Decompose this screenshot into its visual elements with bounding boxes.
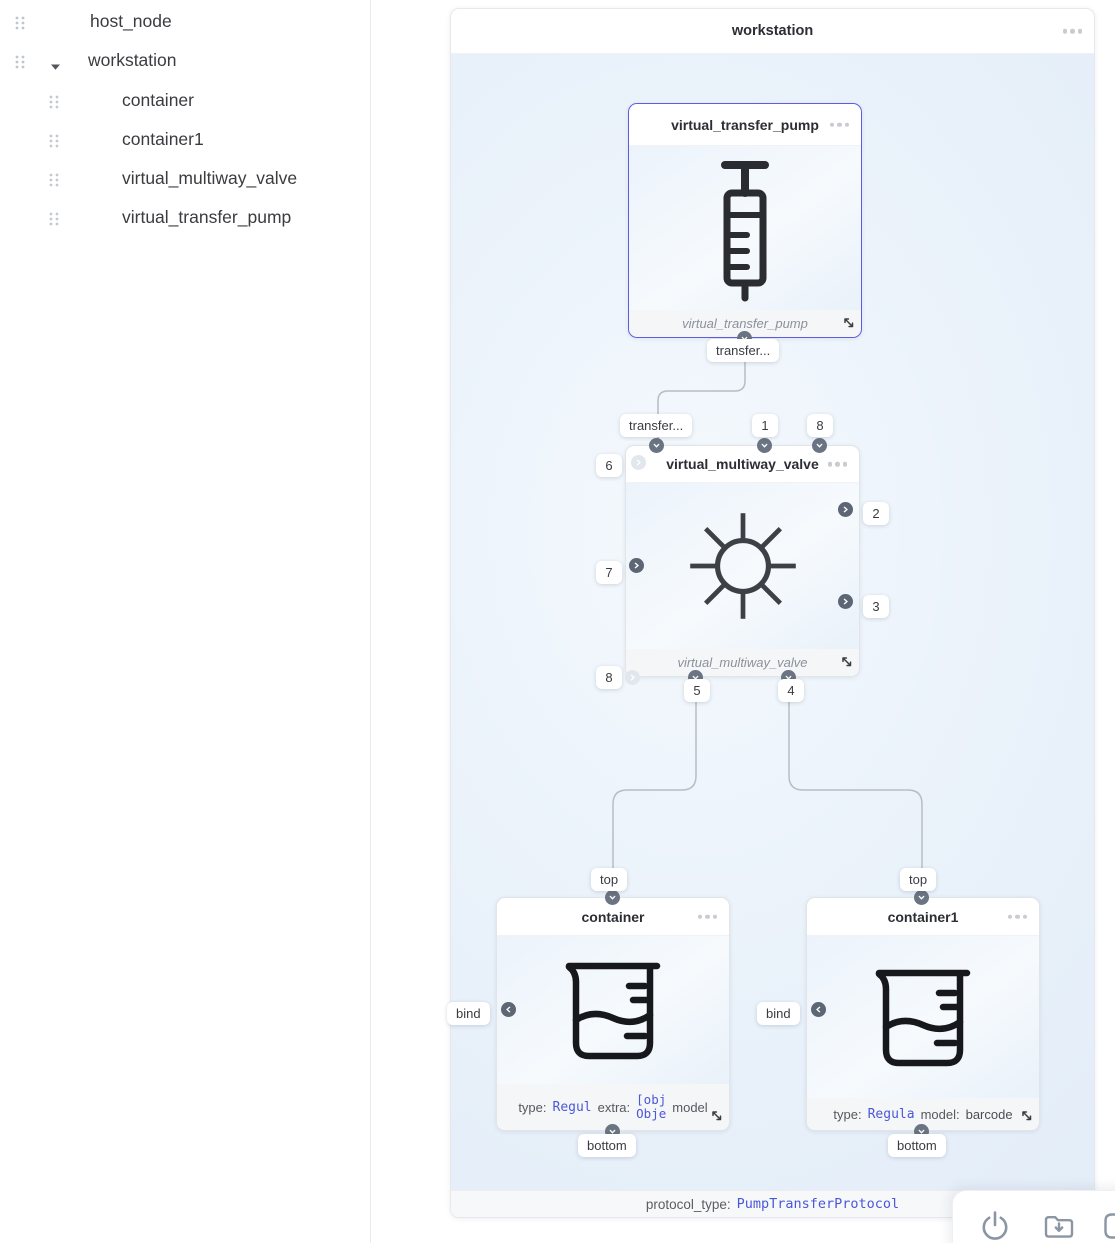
- prop-model-label: model:: [920, 1106, 960, 1122]
- resize-icon[interactable]: [710, 1109, 723, 1125]
- sidebar-item-host-node[interactable]: [0, 2, 370, 42]
- port-label-valve-6: 6: [596, 454, 622, 477]
- node-props: [807, 1107, 1039, 1122]
- port-handle-valve-8-bottom[interactable]: [625, 670, 640, 685]
- caret-down-icon[interactable]: [50, 58, 62, 66]
- port-label-valve-7: 7: [596, 561, 622, 584]
- drag-handle-icon[interactable]: [14, 54, 26, 70]
- prop-model-label: model: [672, 1099, 708, 1115]
- node-header[interactable]: [626, 446, 859, 483]
- prop-extra-value: [obj Obje: [636, 1093, 667, 1121]
- node-instance-name: virtual_transfer_pump: [682, 316, 808, 331]
- more-menu-icon[interactable]: [828, 462, 848, 467]
- node-body: [629, 146, 861, 310]
- node-instance-name: virtual_multiway_valve: [677, 655, 808, 670]
- node-title: virtual_multiway_valve: [666, 456, 819, 472]
- port-label-container-top: top: [591, 868, 627, 891]
- multiway-valve-icon: [677, 500, 809, 632]
- node-body: [807, 936, 1039, 1098]
- port-label-valve-1: 1: [752, 414, 778, 437]
- port-label-container1-bottom: bottom: [888, 1134, 946, 1157]
- protocol-type-value: PumpTransferProtocol: [736, 1196, 900, 1212]
- workstation-title: workstation: [731, 23, 814, 39]
- sidebar-item-virtual-transfer-pump[interactable]: [0, 198, 370, 238]
- port-handle-valve-1[interactable]: [757, 438, 772, 453]
- port-handle-valve-7[interactable]: [629, 558, 644, 573]
- port-label-pump-transfer: transfer...: [707, 339, 779, 362]
- sidebar-item-workstation[interactable]: [0, 41, 370, 81]
- sidebar-item-virtual-multiway-valve[interactable]: [0, 159, 370, 199]
- port-label-container1-top: top: [900, 868, 936, 891]
- prop-type-value: Regul: [552, 1099, 592, 1115]
- sidebar-item-container[interactable]: [0, 81, 370, 121]
- node-virtual-multiway-valve[interactable]: [625, 445, 860, 677]
- port-label-valve-2: 2: [863, 502, 889, 525]
- resize-icon[interactable]: [840, 655, 853, 671]
- port-handle-valve-8-top[interactable]: [812, 438, 827, 453]
- more-menu-icon[interactable]: [830, 122, 850, 127]
- drag-handle-icon[interactable]: [48, 211, 60, 227]
- beaker-icon: [563, 958, 663, 1062]
- drag-handle-icon[interactable]: [48, 133, 60, 149]
- resize-icon[interactable]: [1020, 1109, 1033, 1125]
- beaker-icon: [873, 965, 973, 1069]
- more-menu-icon[interactable]: [1063, 29, 1083, 34]
- tree-item-label[interactable]: virtual_transfer_pump: [122, 207, 292, 227]
- port-handle-container-top[interactable]: [605, 890, 620, 905]
- prop-extra-label: extra:: [597, 1099, 631, 1115]
- more-menu-icon[interactable]: [1008, 914, 1028, 919]
- node-title: container1: [887, 908, 959, 925]
- tree-item-label[interactable]: virtual_multiway_valve: [122, 168, 298, 188]
- port-label-valve-transfer: transfer...: [620, 414, 692, 437]
- sidebar-tree: [0, 0, 371, 1243]
- node-footer: [626, 649, 859, 676]
- tree-item-label[interactable]: container: [122, 90, 194, 110]
- port-handle-valve-3[interactable]: [838, 594, 853, 609]
- workstation-panel-header: [451, 9, 1094, 54]
- node-title: virtual_transfer_pump: [671, 116, 819, 133]
- node-body: [626, 483, 859, 649]
- port-handle-container1-top[interactable]: [914, 890, 929, 905]
- port-label-container1-bind: bind: [757, 1002, 800, 1025]
- file-partial-icon[interactable]: [1099, 1208, 1115, 1243]
- node-body: [497, 936, 729, 1084]
- port-label-container-bottom: bottom: [578, 1134, 636, 1157]
- node-container[interactable]: [496, 897, 730, 1131]
- port-handle-container1-bind[interactable]: [811, 1002, 826, 1017]
- node-title: container: [581, 908, 645, 925]
- tree-item-label[interactable]: workstation: [88, 50, 177, 70]
- tree-item-label[interactable]: container1: [122, 129, 204, 149]
- port-handle-container-bind[interactable]: [501, 1002, 516, 1017]
- port-label-valve-5: 5: [684, 679, 710, 702]
- node-container1[interactable]: [806, 897, 1040, 1131]
- canvas-toolbar: [952, 1190, 1115, 1243]
- tree-item-label[interactable]: host_node: [90, 11, 172, 31]
- prop-type-label: type:: [518, 1099, 547, 1115]
- drag-handle-icon[interactable]: [48, 172, 60, 188]
- node-virtual-transfer-pump[interactable]: [628, 103, 862, 338]
- drag-handle-icon[interactable]: [48, 94, 60, 110]
- prop-model-value: barcode: [965, 1106, 1013, 1122]
- port-label-valve-8-top: 8: [807, 414, 833, 437]
- prop-type-label: type:: [833, 1106, 862, 1122]
- more-menu-icon[interactable]: [698, 914, 718, 919]
- port-label-valve-3: 3: [863, 595, 889, 618]
- port-label-container-bind: bind: [447, 1002, 490, 1025]
- node-header[interactable]: [629, 104, 861, 146]
- sidebar-item-container1[interactable]: [0, 120, 370, 160]
- port-label-valve-8-bottom: 8: [596, 666, 622, 689]
- prop-type-value: Regula: [867, 1106, 915, 1122]
- node-props: [497, 1093, 729, 1121]
- port-label-valve-4: 4: [778, 679, 804, 702]
- folder-download-icon[interactable]: [1041, 1208, 1077, 1243]
- power-icon[interactable]: [977, 1208, 1013, 1243]
- port-handle-valve-transfer[interactable]: [649, 438, 664, 453]
- drag-handle-icon[interactable]: [14, 15, 26, 31]
- protocol-type-label: protocol_type:: [645, 1196, 731, 1212]
- resize-icon[interactable]: [842, 316, 855, 332]
- port-handle-valve-6[interactable]: [631, 455, 646, 470]
- syringe-icon: [705, 153, 785, 303]
- port-handle-valve-2[interactable]: [838, 502, 853, 517]
